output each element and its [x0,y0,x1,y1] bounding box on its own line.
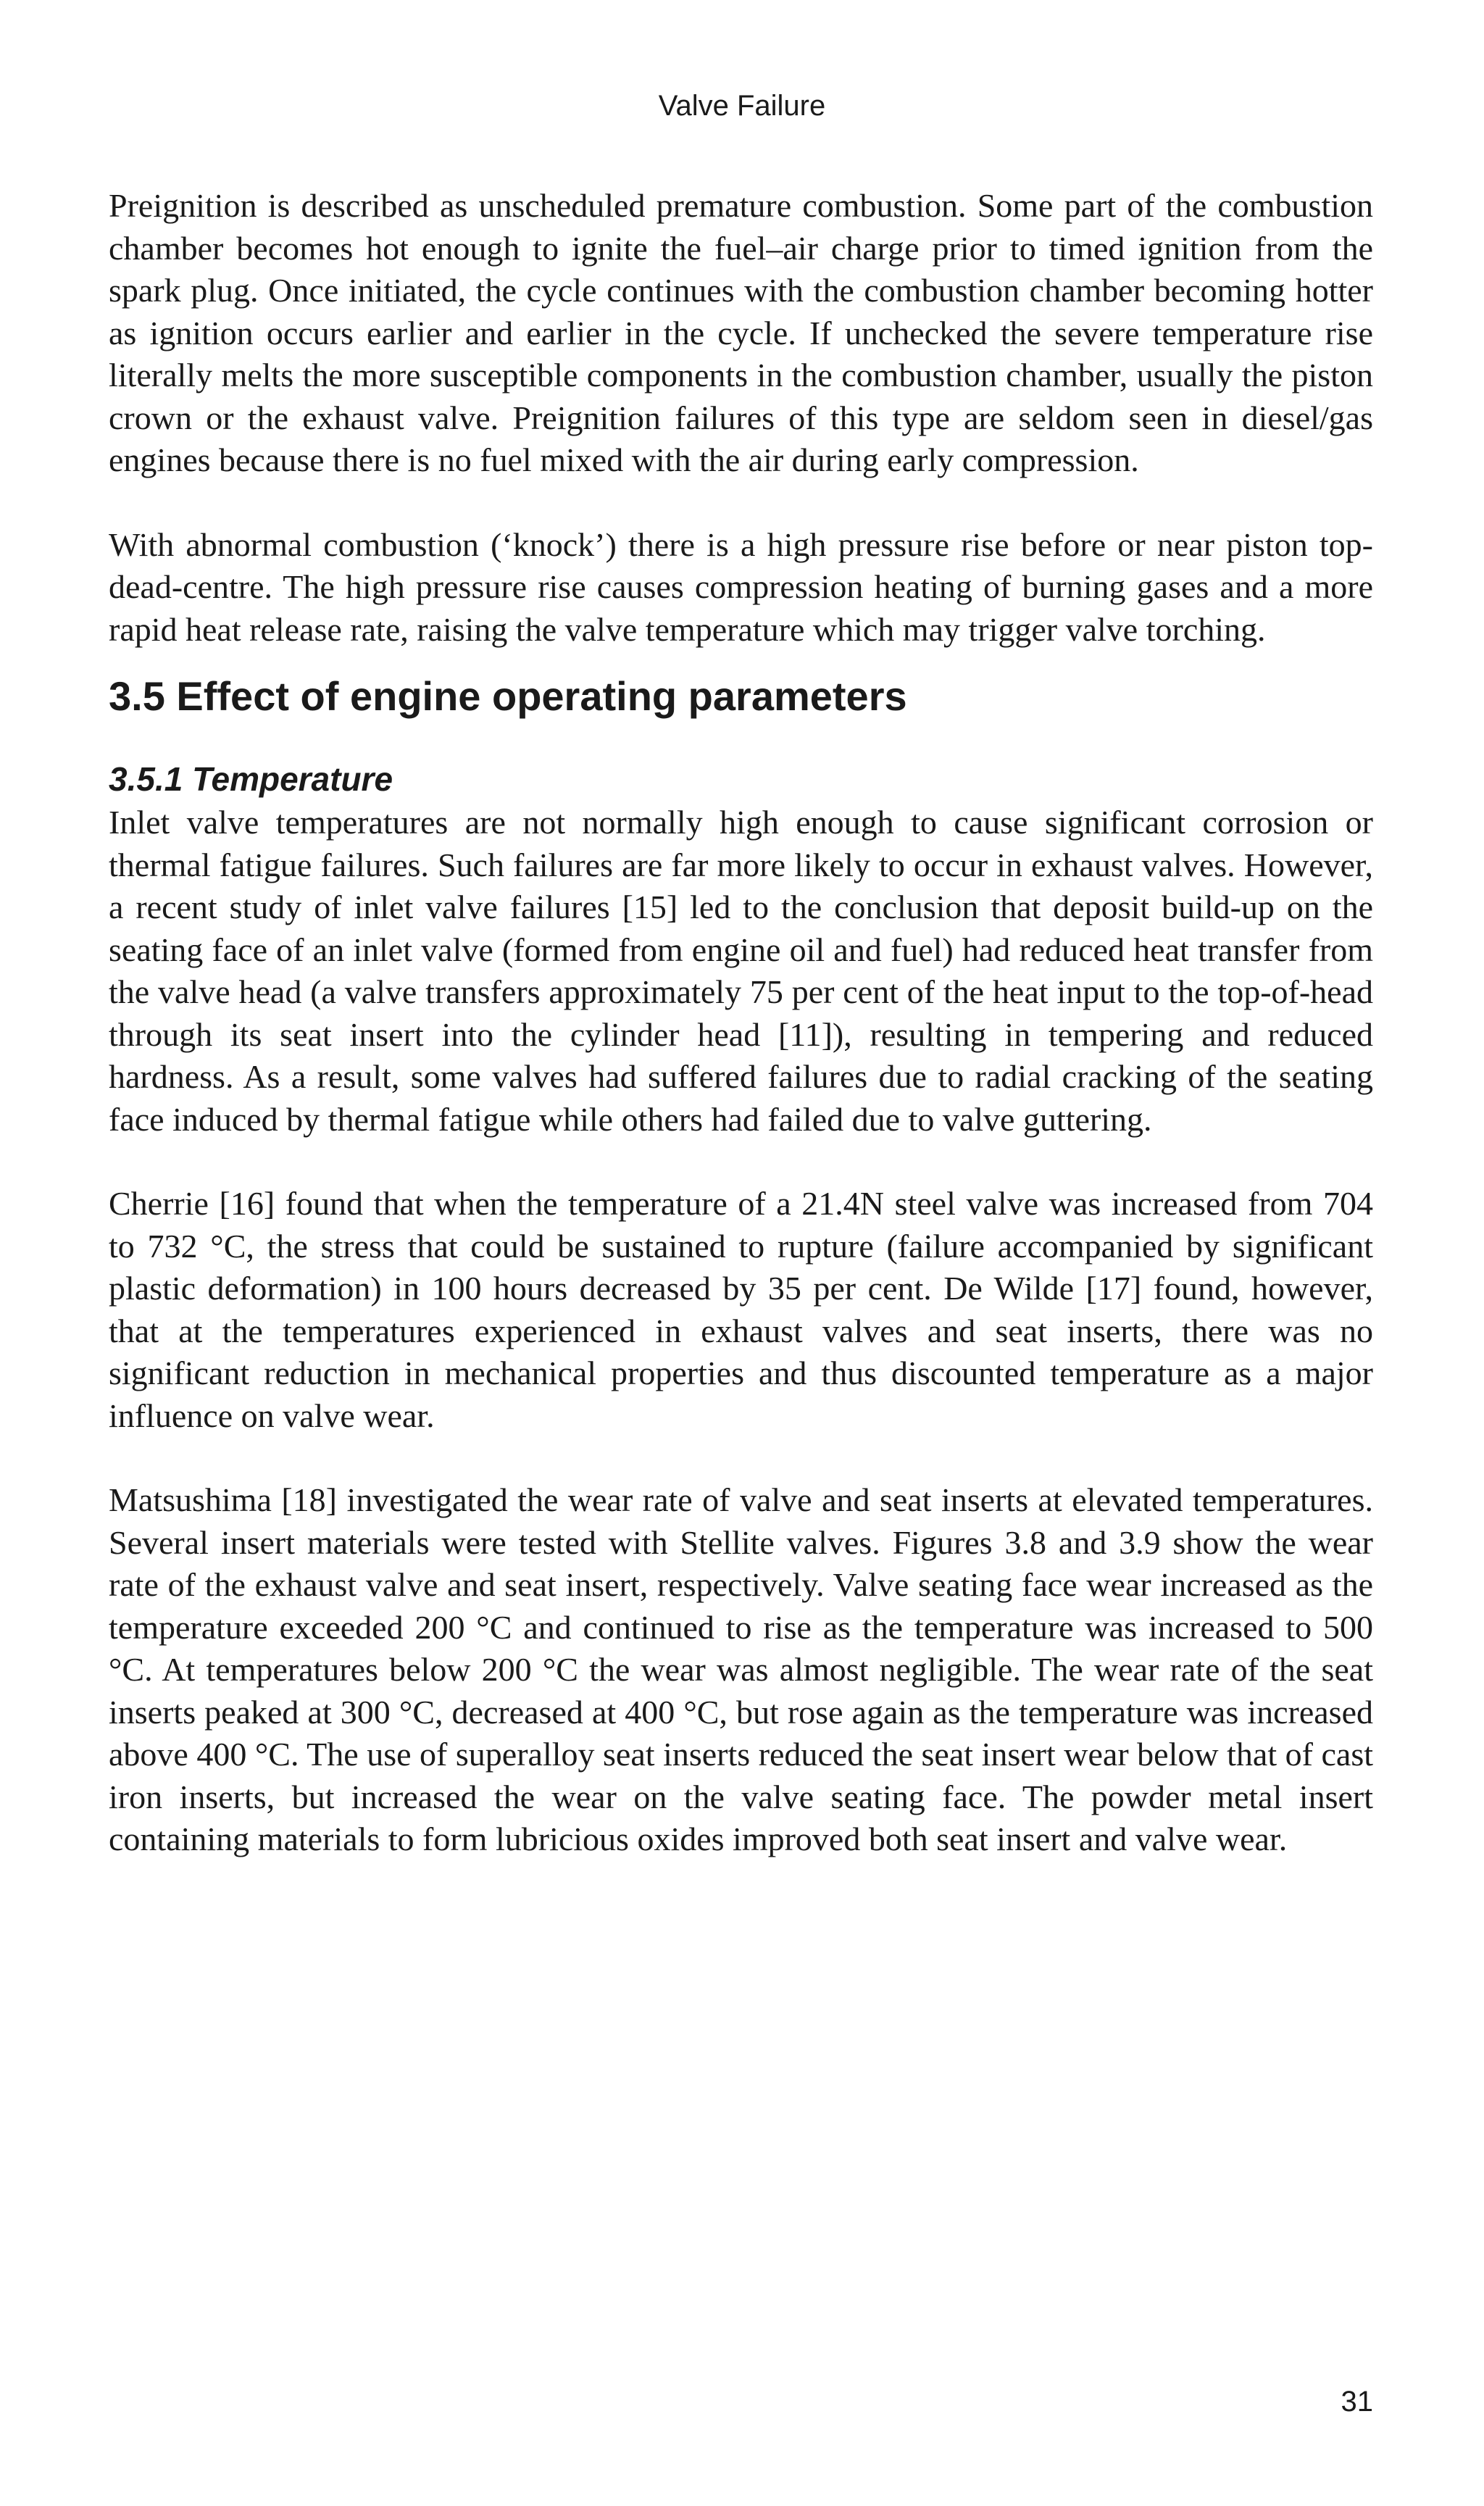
page-content [109,185,1373,1861]
running-header: Valve Failure [658,90,826,122]
paragraph-cherrie: Cherrie [16] found that when the temperature of a 21.4N steel valve was increased from 704 to 732 °C, the stress that could be sustained to rupture (failure accompanied by significant plastic deformation) in 100 hours decreased by 35 per cent. De Wilde [17] found, however, that at the temperatures experienced in exhaust valves and seat inserts, there was no significant reduction in mechanical properties and thus discounted temperature as a major influence on valve wear. [109,1185,1373,1434]
paragraph-gap [109,1437,1373,1479]
paragraph-inlet-valve: Inlet valve temperatures are not normally high enough to cause significant corrosion or thermal fatigue failures. Such failures are far more likely to occur in exhaust valves. However, a recent study of inlet valve failures [15] led to the conclusion that deposit build-up on the seating face of an inlet valve (formed from engine oil and fuel) had reduced heat transfer from the valve head (a valve transfers approximately 75 per cent of the heat input to the top-of-head through its seat insert into the cylinder head [11]), resulting in tempering and reduced hardness. As a result, some valves had suffered failures due to radial cracking of the seating face induced by thermal fatigue while others had failed due to valve guttering. [109,804,1373,1138]
page-number: 31 [1341,2386,1373,2418]
subsection-heading: 3.5.1 Temperature [109,760,393,798]
paragraph-preignition: Preignition is described as unscheduled premature combustion. Some part of the combustion chamber becomes hot enough to ignite the fuel–air charge prior to timed ignition from the spark plug. Once initiated, the cycle continues with the combustion chamber becoming hotter as ignition occurs earlier and earlier in the cycle. If unchecked the severe temperature rise literally melts the more susceptible components in the combustion chamber, usually the piston crown or the exhaust valve. Preignition failures of this type are seldom seen in diesel/gas engines because there is no fuel mixed with the air during early compression. [109,187,1373,478]
paragraph-gap [109,1141,1373,1183]
paragraph-knock: With abnormal combustion (‘knock’) there is a high pressure rise before or near piston top-dead-centre. The high pressure rise causes compression heating of burning gases and a more rapid heat release rate, raising the valve temperature which may trigger valve torching. [109,525,1373,648]
section-heading: 3.5 Effect of engine operating parameters [109,673,907,719]
paragraph-gap [109,482,1373,524]
paragraph-matsushima: Matsushima [18] investigated the wear rate of valve and seat inserts at elevated temperatures. Several insert materials were tested with Stellite valves. Figures 3.8 and 3.9 show the wear rate of the exhaust valve and seat insert, respectively. Valve seating face wear increased as the temperature exceeded 200 °C and continued to rise as the temperature was increased to 500 °C. At temperatures below 200 °C the wear was almost negligible. The wear rate of the seat inserts peaked at 300 °C, decreased at 400 °C, but rose again as the temperature was increased above 400 °C. The use of superalloy seat inserts reduced the seat insert wear below that of cast iron inserts, but increased the wear on the valve seating face. The powder metal insert containing materials to form lubricious oxides improved both seat insert and valve wear. [109,1481,1373,1857]
